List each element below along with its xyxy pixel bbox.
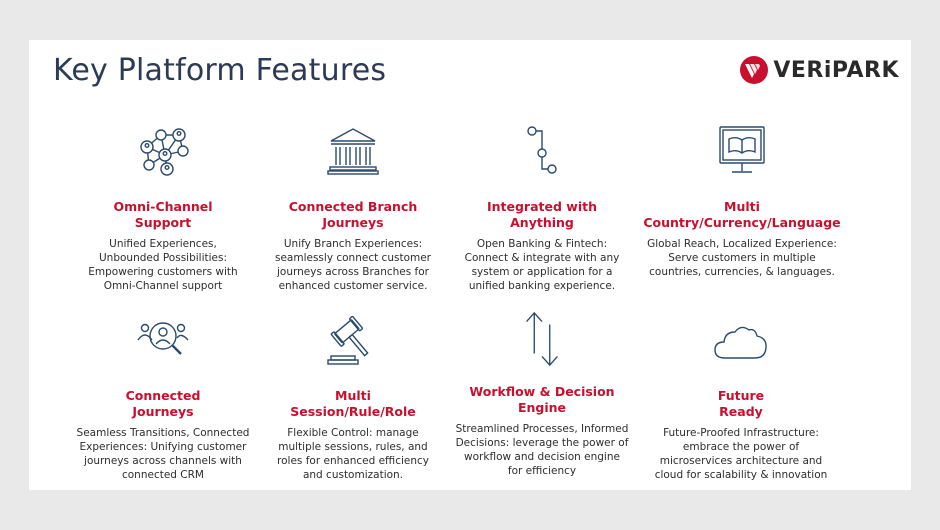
feature-title-line2: Support (134, 215, 192, 230)
feature-description (454, 422, 630, 478)
desc-line: Future-Proofed Infrastructure: (663, 427, 819, 439)
feature-title-line2: Journeys (132, 404, 194, 419)
desc-line: journeys across Branches for (276, 266, 429, 278)
desc-line: Global Reach, Localized Experience: (647, 238, 837, 250)
desc-line: unified banking experience. (468, 280, 616, 292)
feature-title-line2: Journeys (322, 215, 384, 230)
feature-multi-country (643, 125, 841, 279)
desc-line: countries, currencies, & languages. (649, 266, 835, 278)
feature-title-line1: Multi (724, 199, 760, 214)
desc-line: Experiences: Unifying customer (79, 441, 247, 453)
desc-line: Unbounded Possibilities: (98, 252, 228, 264)
feature-title (643, 199, 841, 231)
bank-building-icon (323, 125, 383, 177)
gavel-icon (323, 314, 383, 366)
feature-omni-channel (75, 125, 251, 293)
desc-line: Empowering customers with (88, 266, 238, 278)
feature-connected-branch (265, 125, 441, 293)
desc-line: roles for enhanced efficiency (277, 455, 429, 467)
slide (29, 40, 911, 490)
feature-description (265, 237, 441, 293)
desc-line: Open Banking & Fintech: (476, 238, 608, 250)
desc-line: microservices architecture and (659, 455, 823, 467)
desc-line: and customization. (302, 469, 404, 481)
feature-description (75, 426, 251, 482)
desc-line: multiple sessions, rules, and (278, 441, 428, 453)
logo (739, 55, 899, 85)
feature-title-line1: Workflow & Decision (469, 384, 615, 399)
feature-title (75, 199, 251, 231)
desc-line: Omni-Channel support (103, 280, 223, 292)
feature-multi-session (265, 314, 441, 482)
feature-title-line1: Connected (125, 388, 201, 403)
up-down-arrows-icon (512, 310, 572, 368)
monitor-book-icon (712, 125, 772, 177)
desc-line: Unified Experiences, (109, 238, 217, 250)
feature-description (653, 426, 829, 482)
feature-title-line2: Country/Currency/Language (643, 215, 841, 230)
flow-nodes-icon (512, 125, 572, 177)
feature-title (454, 384, 630, 416)
desc-line: connected CRM (121, 469, 204, 481)
feature-title (454, 199, 630, 231)
desc-line: journeys across channels with (84, 455, 242, 467)
cloud-icon (711, 314, 771, 366)
desc-line: Decisions: leverage the power of (455, 437, 629, 449)
desc-line: Unify Branch Experiences: (283, 238, 423, 250)
feature-title (265, 388, 441, 420)
feature-title-line1: Integrated with (486, 199, 597, 214)
feature-title-line1: Multi (335, 388, 371, 403)
desc-line: enhanced customer service. (278, 280, 428, 292)
veripark-logo-icon (739, 55, 769, 85)
feature-title (265, 199, 441, 231)
desc-line: embrace the power of (682, 441, 800, 453)
people-search-icon (133, 314, 193, 366)
feature-description (454, 237, 630, 293)
feature-title (653, 388, 829, 420)
desc-line: for efficiency (507, 465, 577, 477)
desc-line: Flexible Control: manage (287, 427, 419, 439)
desc-line: cloud for scalability & innovation (654, 469, 828, 481)
feature-future-ready (653, 314, 829, 482)
feature-title (75, 388, 251, 420)
feature-description (643, 237, 841, 279)
desc-line: seamlessly connect customer (274, 252, 432, 264)
desc-line: Serve customers in multiple (668, 252, 816, 264)
feature-description (75, 237, 251, 293)
logo-text: VERiPARK (773, 57, 899, 83)
desc-line: workflow and decision engine (464, 451, 620, 463)
network-people-icon (133, 125, 193, 177)
feature-title-line2: Engine (517, 400, 567, 415)
feature-title-line1: Future (717, 388, 765, 403)
feature-title-line2: Session/Rule/Role (290, 404, 416, 419)
feature-title-line2: Ready (719, 404, 763, 419)
feature-integrated (454, 125, 630, 293)
feature-description (265, 426, 441, 482)
desc-line: Streamlined Processes, Informed (455, 423, 629, 435)
feature-connected-journeys (75, 314, 251, 482)
feature-title-line2: Anything (510, 215, 574, 230)
desc-line: system or application for a (471, 266, 613, 278)
desc-line: Connect & integrate with any (464, 252, 620, 264)
page-title: Key Platform Features (53, 53, 387, 88)
desc-line: Seamless Transitions, Connected (76, 427, 250, 439)
feature-title-line1: Omni-Channel (113, 199, 213, 214)
feature-workflow (454, 314, 630, 478)
feature-title-line1: Connected Branch (288, 199, 418, 214)
